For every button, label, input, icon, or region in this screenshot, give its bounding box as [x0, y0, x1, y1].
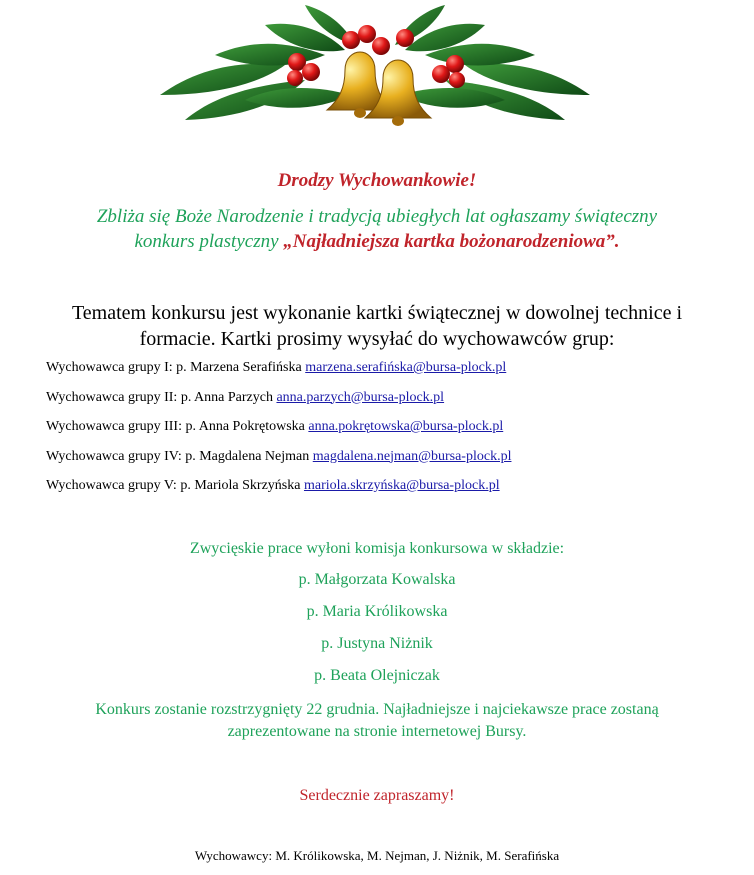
- committee-member: p. Maria Królikowska: [306, 603, 448, 620]
- contest-name: „Najładniejsza kartka bożonarodzeniowa”.: [283, 231, 620, 252]
- result-paragraph: [0, 699, 754, 743]
- tutors-list: [46, 358, 511, 506]
- tutor-email-link[interactable]: anna.pokrętowska@bursa-plock.pl: [308, 419, 504, 434]
- committee-member: p. Beata Olejniczak: [314, 667, 440, 684]
- theme-paragraph: [0, 300, 754, 352]
- committee-heading: Zwycięskie prace wyłoni komisja konkursowa w składzie:: [189, 540, 565, 557]
- intro-paragraph: [0, 204, 754, 254]
- tutor-label: Wychowawca grupy II: p. Anna Parzych: [46, 389, 277, 405]
- tutor-email-link[interactable]: anna.parzych@bursa-plock.pl: [276, 389, 445, 405]
- tutor-item: [46, 417, 511, 447]
- tutor-item: [46, 476, 511, 506]
- tutor-item: [46, 447, 511, 477]
- tutor-email-link[interactable]: mariola.skrzyńska@bursa-plock.pl: [303, 478, 500, 493]
- tutor-item: [46, 358, 511, 388]
- invite-text: Serdecznie zapraszamy!: [299, 787, 455, 804]
- committee-member: p. Justyna Niżnik: [321, 635, 433, 652]
- intro-line-1: Zbliża się Boże Narodzenie i tradycją ubiegłych lat ogłaszamy świąteczny: [96, 206, 658, 227]
- result-line-2: zaprezentowane na stronie internetowej Bursy.: [227, 723, 527, 740]
- theme-line-2: formacie. Kartki prosimy wysyłać do wychowawców grup:: [139, 328, 615, 350]
- holly-bells-decoration: [155, 0, 595, 135]
- tutor-label: Wychowawca grupy IV: p. Magdalena Nejman: [46, 448, 313, 464]
- intro-line-2-prefix: konkurs plastyczny: [134, 231, 284, 252]
- tutor-email-link[interactable]: magdalena.nejman@bursa-plock.pl: [312, 448, 512, 464]
- tutor-label: Wychowawca grupy III: p. Anna Pokrętowska: [46, 419, 309, 434]
- tutor-label: Wychowawca grupy V: p. Mariola Skrzyńska: [46, 478, 304, 493]
- greeting-heading: Drodzy Wychowankowie!: [277, 170, 477, 191]
- result-line-1: Konkurs zostanie rozstrzygnięty 22 grudnia. Najładniejsze i najciekawsze prace zostaną: [95, 701, 659, 718]
- tutor-item: [46, 388, 511, 418]
- tutor-email-link[interactable]: marzena.serafińska@bursa-plock.pl: [305, 360, 507, 375]
- signature-text: Wychowawcy: M. Królikowska, M. Nejman, J. Niżnik, M. Serafińska: [194, 848, 560, 863]
- theme-line-1: Tematem konkursu jest wykonanie kartki świątecznej w dowolnej technice i: [71, 302, 683, 324]
- committee-member: p. Małgorzata Kowalska: [298, 571, 456, 588]
- tutor-label: Wychowawca grupy I: p. Marzena Serafińska: [46, 360, 306, 375]
